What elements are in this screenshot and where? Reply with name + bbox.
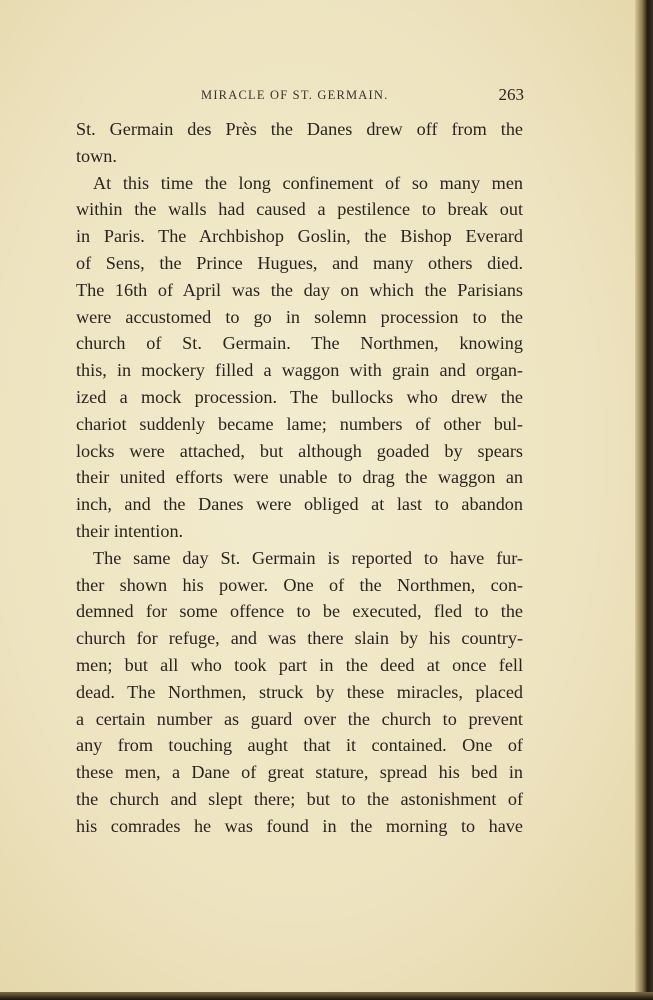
text-line: their intention. bbox=[76, 520, 184, 541]
text-line: were accustomed to go in solemn procession to the bbox=[76, 306, 523, 327]
page-body-text bbox=[76, 116, 523, 840]
page-bottom-edge bbox=[0, 992, 653, 1000]
text-line: ized a mock procession. The bullocks who drew the bbox=[76, 386, 523, 407]
text-line: their united efforts were unable to drag the waggon an bbox=[76, 467, 523, 488]
text-line: town. bbox=[76, 145, 117, 166]
text-line: ther shown his power. One of the Northmen, con- bbox=[76, 574, 523, 595]
text-line: dead. The Northmen, struck by these miracles, placed bbox=[76, 681, 523, 702]
text-line: St. Germain des Près the Danes drew off from the bbox=[76, 119, 523, 139]
text-line: The same day St. Germain is reported to have fur- bbox=[93, 547, 523, 568]
text-line: of Sens, the Prince Hugues, and many others died. bbox=[76, 252, 523, 273]
text-line: inch, and the Danes were obliged at last to abandon bbox=[76, 494, 523, 515]
book-binding-edge bbox=[635, 0, 653, 1000]
text-line: a certain number as guard over the church to prevent bbox=[76, 708, 523, 729]
text-line: within the walls had caused a pestilence to break out bbox=[76, 199, 523, 220]
text-line: At this time the long confinement of so many men bbox=[93, 172, 523, 193]
text-line: this, in mockery filled a waggon with grain and organ- bbox=[76, 360, 523, 381]
running-title: MIRACLE OF ST. GERMAIN. bbox=[201, 88, 389, 102]
text-line: any from touching aught that it contained. One of bbox=[76, 735, 523, 756]
text-line: in Paris. The Archbishop Goslin, the Bishop Everard bbox=[76, 226, 523, 247]
text-line: chariot suddenly became lame; numbers of other bul- bbox=[76, 413, 523, 434]
text-line: men; but all who took part in the deed at once fell bbox=[76, 654, 523, 675]
text-line: The 16th of April was the day on which the Parisians bbox=[76, 279, 523, 300]
page-number: 263 bbox=[498, 85, 524, 104]
text-line: his comrades he was found in the morning to have bbox=[76, 815, 523, 836]
text-line: these men, a Dane of great stature, spread his bed in bbox=[76, 762, 523, 783]
text-line: the church and slept there; but to the astonishment of bbox=[76, 788, 523, 809]
text-line: locks were attached, but although goaded by spears bbox=[76, 440, 523, 461]
page-header bbox=[76, 86, 524, 106]
text-line: church for refuge, and was there slain by his country- bbox=[76, 628, 523, 649]
text-line: church of St. Germain. The Northmen, knowing bbox=[76, 333, 523, 354]
text-line: demned for some offence to be executed, fled to the bbox=[76, 601, 523, 622]
